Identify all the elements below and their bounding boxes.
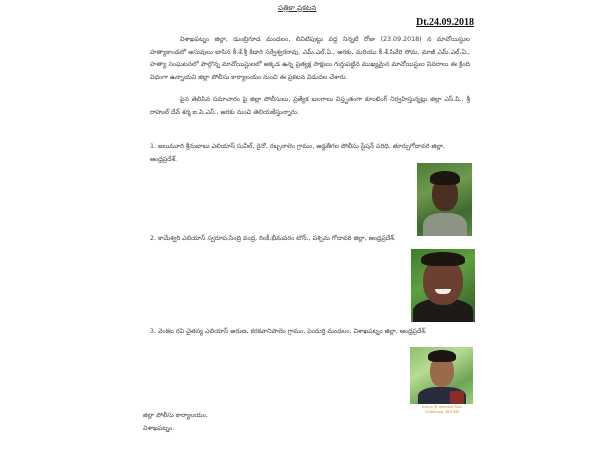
suspect-1-photo xyxy=(417,163,472,236)
suspect-number: 1. xyxy=(150,143,157,150)
search-operation-paragraph xyxy=(150,94,470,119)
suspect-number: 3. xyxy=(150,328,157,335)
suspect-3-photo xyxy=(410,347,473,404)
suspect-details: కామేశ్వరి ఎలియాస్ స్వరూప,సింద్రి వంద్ర, రింకీ,భీమవరం టౌన్., పశ్చిమ గోదావరి జిల్లా, ఆంధ్రప్రదేశ్. xyxy=(158,235,396,242)
suspect-entry-2 xyxy=(150,233,470,246)
signature-block xyxy=(143,410,208,436)
suspect-entry-3 xyxy=(150,326,470,339)
document-title: పత్రికా ప్రకటన xyxy=(278,4,317,12)
caption-line-2: Chaitanya, DDCMS xyxy=(425,410,459,414)
signature-place: విశాఖపట్నం. xyxy=(143,424,175,432)
hair-shape xyxy=(421,252,465,266)
intro-paragraph-text: విశాఖపట్నం జిల్లా, డుంబ్రిగూడ మండలం, లివిటిపుట్టు వద్ద నిన్నటి రోజు (23.09.2018) న మావోయిస్టుల హత్యాకాండలో అసువులు బాసిన కీ.శే.శ్రీ కిడారి సర్వేశ్వరరావు, ఎమ్.ఎల్.ఏ., అరకు, మరియు కీ.శే.సివేరి సోమ, మాజీ ఎమ్.ఎల్.ఏ., హత్యా సంఘటనలో పాల్గొన్న మావోయిస్టులలో అక్కడ ఉన్న ప్రత్యక్ష సాక్షులు గుర్తుపట్టిన ముఖ్యమైన మావోయిస్టుల వివరాలు ఈ క్రింది విధంగా ఉన్నాయని జిల్లా పోలీసు కార్యాలయం నుంచి ఈ ప్రకటన విడుదల చేశారు. xyxy=(150,36,470,81)
search-operation-paragraph-text: పైన తెలిపిన సమాచారం పై జిల్లా పోలీసులు, ప్రత్యేక బలగాలు విస్తృతంగా కూంబింగ్ నిర్వహిస్తున్నట్లు జిల్లా ఎస్.పి., శ్రీ రాహుల్ దేవ్ శర్మ ఐ.పి.ఎస్., అరకు నుంచి తెలియజేస్తున్నారు. xyxy=(150,96,470,116)
document-date: Dt.24.09.2018 xyxy=(416,17,475,28)
smile-shape xyxy=(435,289,451,294)
signature-office: జిల్లా పోలీసు కార్యాలయం, xyxy=(143,412,208,419)
suspect-details: వెంకట రవి చైతన్య ఎలియాస్ అరుణ, కరకవానిపాలెం గ్రామం, పెందుర్తి మండలం, విశాఖపట్నం జిల్లా, ఆంధ్రప్రదేశ్. xyxy=(158,328,427,335)
saree-border-shape xyxy=(450,391,464,404)
caption-line-1: Aruna @ Venkata Ravi xyxy=(422,405,462,409)
suspect-details: జలుమూరి శ్రీనుబాబు ఎలియాస్ సునీల్, రైనో, రబ్బనాలెం గ్రామం, అడ్డతీగల పోలీసు స్టేషన్ పరిధి, తూర్పుగోదావరి జిల్లా, ఆంధ్రప్రదేశ్. xyxy=(150,143,445,163)
intro-paragraph xyxy=(150,34,470,84)
hair-shape xyxy=(428,350,456,362)
suspect-3-photo-caption xyxy=(406,405,478,415)
suspect-number: 2. xyxy=(150,235,157,242)
suspect-2-photo xyxy=(411,249,475,322)
hair-shape xyxy=(430,171,460,185)
